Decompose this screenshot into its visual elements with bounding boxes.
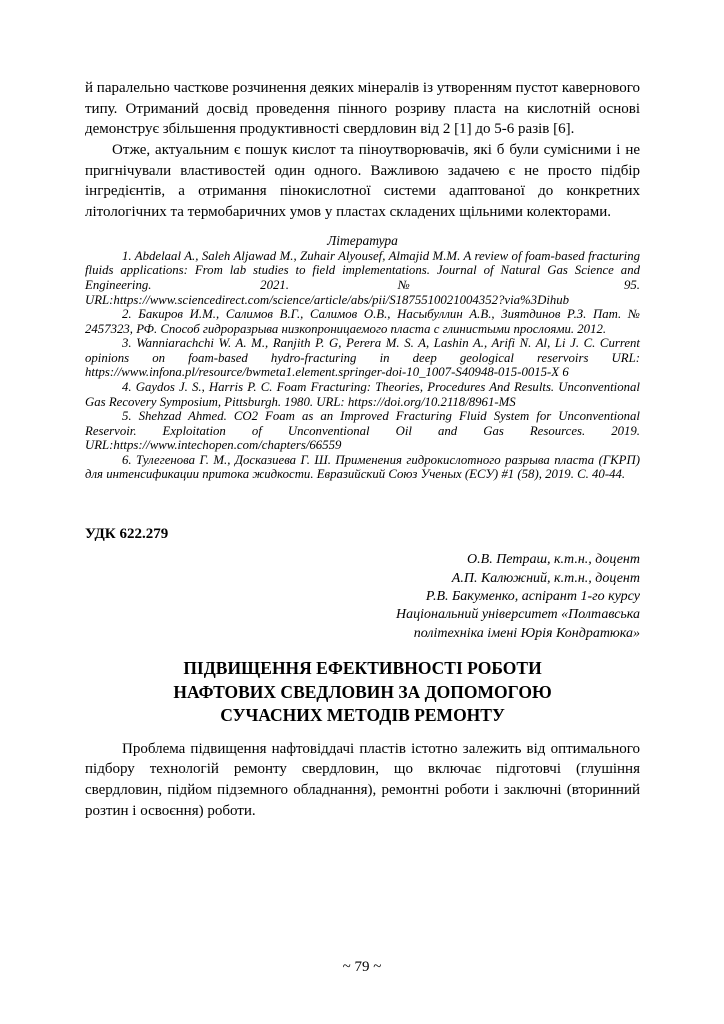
paragraph-continuation: й паралельно часткове розчинення деяких мінералів із утворенням пустот кавернового типу. Отриманий досвід проведення пінного розриву пласта на кислотній основі демонструє збільшення продуктивності свердловин від 2 [1] до 5-6 разів [6]. — [85, 80, 640, 138]
reference-item: 4. Gaydos J. S., Harris P. C. Foam Fracturing: Theories, Procedures And Results. Unconventional Gas Recovery Symposium, Pittsburgh. 1980. URL: https://doi.org/10.2118/8961-MS — [85, 380, 640, 409]
literature-heading: Література — [327, 232, 398, 248]
reference-item: 1. Abdelaal A., Saleh Aljawad M., Zuhair Alyousef, Almajid M.M. A review of foam-based fracturing fluids applications: From lab studies to field implementations. Journal of Natural Gas Science and Engineering. 2021. № 95. URL:https://www.sciencedirect.com/science/article/abs/pii/S1875510021004352?via%3Dihub — [85, 248, 640, 307]
reference-item: 6. Тулегенова Г. М., Досказиева Г. Ш. Применения гидрокислотного разрыва пласта (ГКРП) для интенсификации притока жидкости. Евразийский Союз Ученых (ЕСУ) #1 (58), 2019. С. 40-44. — [85, 452, 640, 482]
author-line: О.В. Петраш, к.т.н., доцент — [467, 552, 640, 568]
author-line: А.П. Калюжний, к.т.н., доцент — [451, 570, 640, 586]
authors-block — [85, 551, 640, 643]
article-paragraph: Проблема підвищення нафтовіддачі пластів істотно залежить від оптимального підбору технологій ремонту свердловин, що включає підготовчі (глушіння свердловин, підйом підземного обладнання), ремонтні роботи і заключні (вторинний розтин і освоєння) роботи. — [85, 740, 640, 819]
reference-list — [85, 249, 640, 482]
affiliation: Національний університет «Полтавська політехніка імені Юрія Кондратюка» — [396, 607, 640, 641]
reference-item: 5. Shehzad Ahmed. CO2 Foam as an Improved Fracturing Fluid System for Unconventional Reservoir. Exploitation of Unconventional Oil and Gas Resources. 2019. URL:https://www.intechopen.com/chapters/66559 — [85, 409, 640, 453]
paragraph: Отже, актуальним є пошук кислот та піноутворювачів, які б були сумісними і не пригнічували властивостей один одного. Важливою задачею є не просто підбір інгредієнтів, а отримання пінокислотної системи адаптованої до конкретних літологічних та термобаричних умов у пластах складених щільними колекторами. — [85, 142, 640, 221]
reference-item: 2. Бакиров И.М., Салимов В.Г., Салимов О.В., Насыбуллин А.В., Зиятдинов Р.З. Пат. № 2457323, РФ. Способ гидроразрыва низкопроницаемого пласта с глинистыми прослоями. 2012. — [85, 307, 640, 336]
article-title: ПІДВИЩЕННЯ ЕФЕКТИВНОСТІ РОБОТИ НАФТОВИХ СВЕДЛОВИН ЗА ДОПОМОГОЮ СУЧАСНИХ МЕТОДІВ РЕМОНТУ — [173, 658, 552, 725]
page-number: ~ 79 ~ — [342, 959, 382, 975]
reference-item: 3. Wanniarachchi W. A. M., Ranjith P. G, Perera M. S. A, Lashin A., Arifi N. Al, Li J. C. Current opinions on foam-based hydro-fracturing in deep geological reservoirs URL: https://www.infona.pl/resource/bwmeta1.element.springer-doi-10_1007-S40948-015-0015-X 6 — [85, 336, 640, 380]
udc-code: УДК 622.279 — [85, 526, 169, 543]
author-line: Р.В. Бакуменко, аспірант 1-го курсу — [425, 589, 640, 604]
